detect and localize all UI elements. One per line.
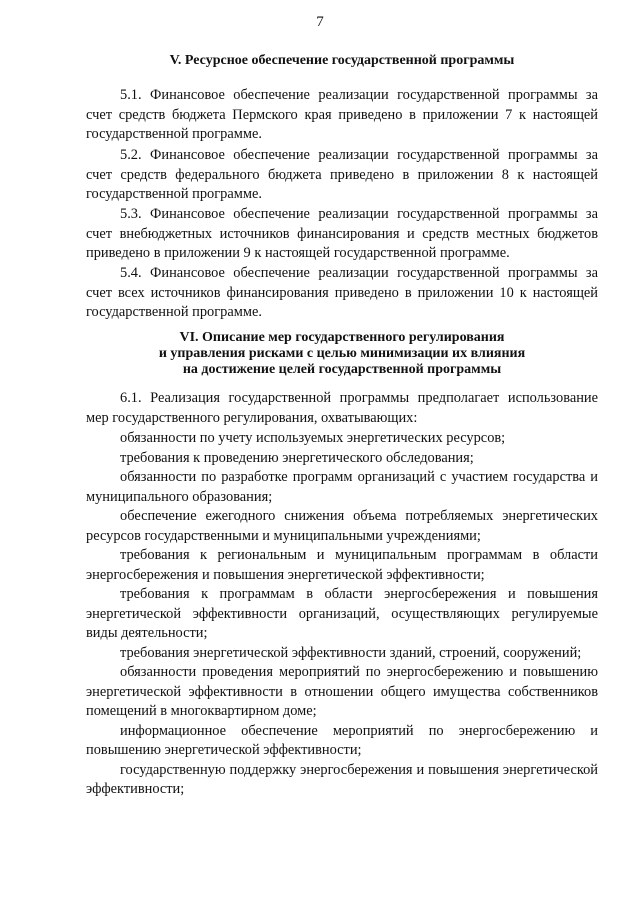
list-item: требования к проведению энергетического обследования; <box>120 449 474 466</box>
section-6-title <box>86 330 598 378</box>
section-5-title: V. Ресурсное обеспечение государственной программы <box>169 53 515 68</box>
list-item: обязанности проведения мероприятий по энергосбережению и повышению энергетической эффективности в отношении общего имущества собственников помещений в многоквартирном доме; <box>86 664 598 719</box>
paragraph-5-2: 5.2. Финансовое обеспечение реализации государственной программы за счет средств федерального бюджета приведено в приложении 8 к настоящей государственной программе. <box>86 147 598 202</box>
list-item: требования к региональным и муниципальным программам в области энергосбережения и повышения энергетической эффективности; <box>86 547 598 583</box>
regulation-measures-list <box>86 389 598 800</box>
paragraph-5-3: 5.3. Финансовое обеспечение реализации государственной программы за счет внебюджетных источников финансирования и средств местных бюджетов приведено в приложении 9 к настоящей государственной программе. <box>86 206 598 261</box>
list-item: обязанности по учету используемых энергетических ресурсов; <box>120 430 506 446</box>
list-item: обеспечение ежегодного снижения объема потребляемых энергетических ресурсов государственными и муниципальными учреждениями; <box>86 508 598 544</box>
list-item: государственную поддержку энергосбережения и повышения энергетической эффективности; <box>86 761 598 797</box>
paragraph-5-4: 5.4. Финансовое обеспечение реализации государственной программы за счет всех источников финансирования приведено в приложении 10 к настоящей государственной программе. <box>86 265 598 320</box>
section-6-title-line-2: и управления рисками с целью минимизации их влияния <box>158 346 526 361</box>
section-6-title-line-3: на достижение целей государственной программы <box>182 362 502 377</box>
list-item: требования к программам в области энергосбережения и повышения энергетической эффективности организаций, осуществляющих регулируемые виды деятельности; <box>86 586 598 641</box>
page-number: 7 <box>316 14 324 30</box>
paragraph-5-1: 5.1. Финансовое обеспечение реализации государственной программы за счет средств бюджета Пермского края приведено в приложении 7 к настоящей государственной программе. <box>86 87 598 142</box>
list-item: обязанности по разработке программ организаций с участием государства и муниципального образования; <box>86 469 598 505</box>
section-6-title-line-1: VI. Описание мер государственного регулирования <box>179 330 505 345</box>
list-item: требования энергетической эффективности зданий, строений, сооружений; <box>120 644 582 661</box>
paragraph-6-1: 6.1. Реализация государственной программы предполагает использование мер государственного регулирования, охватывающих: <box>86 390 598 426</box>
list-item: информационное обеспечение мероприятий по энергосбережению и повышению энергетической эффективности; <box>86 722 598 758</box>
